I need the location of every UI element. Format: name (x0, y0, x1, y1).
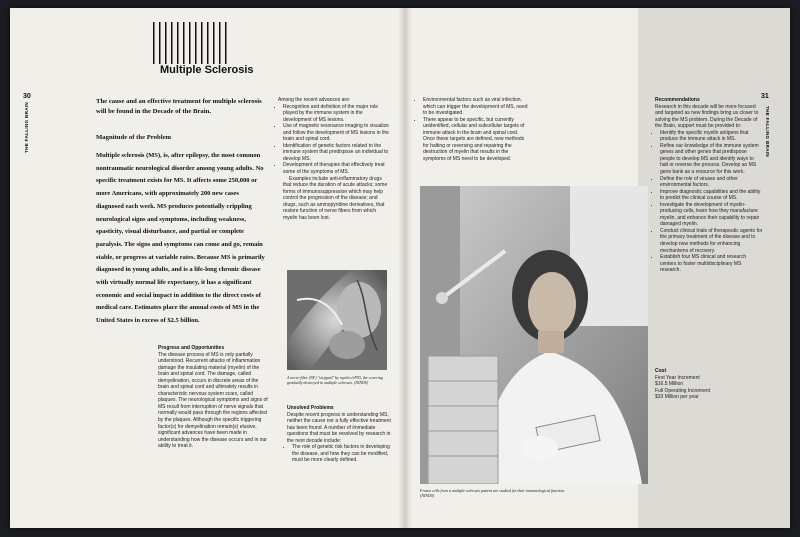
unsolved-list (287, 444, 393, 464)
lead-paragraph: The cause and an effective treatment for multiple sclerosis will be found in the Decade of the Brain. (96, 98, 262, 115)
list-item: • Conduct clinical trials of therapeutic agents for the primary treatment of the disease and to develop new methods for enhancing mechanisms of recovery. (660, 228, 763, 254)
recommendations-section (655, 97, 763, 274)
progress-section (158, 345, 268, 450)
progress-heading: Progress and Opportunities (158, 345, 225, 351)
running-head-right: THE FALLING BRAIN (765, 106, 770, 158)
list-item: • Use of magnetic resonance imaging to visualize and follow the development of MS lesions in the brain and spinal cord. (283, 123, 390, 143)
running-head-left: THE FALLING BRAIN (24, 101, 29, 153)
cost-line: First Year Increment (655, 374, 700, 381)
list-item: • Refine our knowledge of the immune system genes and other genes that predispose people to develop MS and identify ways to halt or reverse the process. Develop an MS gene bank as a resource for this work. (660, 143, 763, 176)
list-item: • Identify the specific myelin antigens that produce the immune attack in MS. (660, 130, 763, 143)
list-item: • Establish four MS clinical and research centers to foster multidisciplinary MS research. (660, 254, 763, 274)
advances-section (278, 97, 390, 221)
header-bars-decoration (153, 22, 231, 64)
lab-photo-caption: Frozen cells from a multiple sclerosis patient are studied for their immunological function. (NINDS) (420, 488, 566, 498)
list-item: • Identification of genetic factors related to the immune system that predispose an individual to develop MS. (283, 143, 390, 163)
page-title: Multiple Sclerosis (160, 64, 254, 76)
cost-line: $16.5 Million (655, 381, 684, 388)
document-spread (10, 8, 790, 528)
nerve-fiber-micrograph (287, 270, 387, 370)
list-item: • Define the role of viruses and other environmental factors. (660, 176, 763, 189)
environment-section (418, 97, 530, 162)
recommendations-paragraph: Research in this decade will be more focused and targeted as new findings bring us closer to solving the MS problem. During the Decade of the Brain, support must be provided to: (655, 103, 759, 130)
magnitude-heading: Magnitude of the Problem (96, 134, 172, 141)
advances-intro: Among the recent advances are: (278, 97, 351, 103)
list-item: • There appear to be specific, but currently unidentified, cellular and subcellular targets of immune attack in the brain and spinal cord. Once these targets are defined, new methods for halting or reversing and repairing the destruction of myelin that results in the symptoms of MS need to be developed. (423, 117, 530, 163)
progress-paragraph: The disease process of MS is only partially understood. Recurrent attacks of inflammation damage the insulating material (myelin) of the brain and spinal cord. The damage, called demyelination, occurs in discrete areas of the brain and spinal cord and ultimately results in characteristic nervous system scars, called plaques. The neurological symptoms and signs of MS result from interruption of nerve signals that normally would pass through the regions affected by the plaques. Although the specific triggering factor(s) for demyelination remain(s) elusive, significant advances have been made in understanding how the disease occurs and in our ability to treat it. (158, 351, 268, 450)
environment-list (418, 97, 530, 162)
advances-list (278, 104, 390, 176)
page-number-right: 31 (761, 93, 769, 100)
micrograph-caption: A nerve fiber (NF) "stripped" by myelin (rPN), the covering gradually destroyed in multiple sclerosis. (NINDS) (287, 375, 383, 385)
recommendations-list (655, 130, 763, 274)
unsolved-section (287, 405, 393, 464)
recommendations-heading: Recommendations (655, 97, 700, 103)
list-item: • Recognition and definition of the major role played by the immune system in the development of MS lesions. (283, 104, 390, 124)
page-number-left: 30 (23, 93, 31, 100)
cost-section (655, 368, 763, 401)
cost-line: Full Operating Increment (655, 387, 711, 394)
cost-heading: Cost (655, 368, 667, 374)
unsolved-heading: Unsolved Problems (287, 405, 334, 411)
cost-line: $33 Million per year (655, 394, 699, 401)
list-item: • Development of therapies that effectively treat some of the symptoms of MS. (283, 162, 390, 175)
list-item: • The role of genetic risk factors in developing the disease, and how they can be modified, must be more clearly defined. (292, 444, 393, 464)
examples-paragraph: Examples include anti-inflammatory drugs that reduce the duration of acute attacks; some forms of immunosuppression which may help control the progression of the disease; and drugs, such as aminopyridine derivatives, that restore function of nerve fibers from which myelin has been lost. (283, 175, 388, 221)
unsolved-paragraph: Despite recent progress in understanding MS, neither the cause nor a fully effective treatment has been found. A number of immediate questions that must be resolved by research in the next decade include: (287, 411, 391, 444)
researcher-lab-photo (420, 186, 648, 484)
list-item: • Improve diagnostic capabilities and the ability to predict the clinical course of MS. (660, 189, 763, 202)
page-gutter (398, 8, 412, 528)
list-item: • Environmental factors such as viral infection, which can trigger the development of MS, need to be investigated. (423, 97, 530, 117)
list-item: • Investigate the development of myelin-producing cells, learn how they manufacture myelin, and enhance their capability to repair damaged myelin. (660, 202, 763, 228)
magnitude-paragraph: Multiple sclerosis (MS), is, after epilepsy, the most common nontraumatic neurological disorder among young adults. No specific treatment exists for MS. It affects some 250,000 or more Americans, with approximately 200 new cases diagnosed each week. MS produces potentially crippling neurological signs and symptoms, including weakness, spasticity, visual disturbance, and partial or complete paralysis. The signs and symptoms can come and go, remain stable, or progress at variable rates. Because MS is primarily diagnosed in young adults, and is a life-long chronic disease with virtually normal life expectancy, it has a significant economic and social impact in addition to the direct costs of medical care. Estimates place the annual costs of MS in the United States in excess of $2.5 billion. (96, 152, 265, 325)
